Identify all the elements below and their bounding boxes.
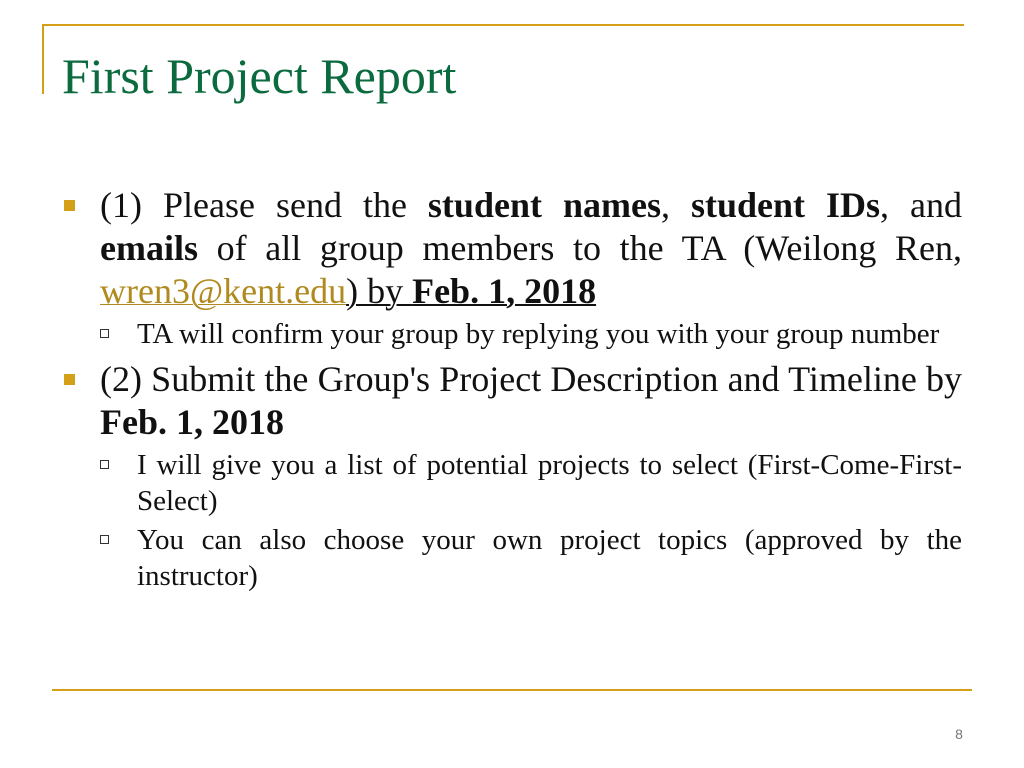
page-number: 8 <box>955 726 963 742</box>
student-ids-text: student IDs <box>690 185 881 225</box>
bullet-item-2: (2) Submit the Group's Project Description and Timeline by Feb. 1, 2018 <box>62 358 962 444</box>
hollow-square-bullet-icon <box>100 535 109 544</box>
student-names-text: student names <box>427 185 661 225</box>
emails-text: emails <box>100 228 198 268</box>
slide-content <box>62 184 962 594</box>
hollow-square-bullet-icon <box>100 329 109 338</box>
ta-email-link[interactable]: wren3@kent.edu <box>100 271 347 311</box>
bullet-item-1: (1) Please send the student names, student IDs, and emails of all group members to the TA (Weilong Ren, wren3@kent.edu) by Feb. 1, 2018 <box>62 184 962 313</box>
square-bullet-icon <box>64 374 75 385</box>
slide-title: First Project Report <box>62 48 457 104</box>
sub-bullet-item: TA will confirm your group by replying you with your group number <box>62 316 962 352</box>
sub-bullet-item: You can also choose your own project topics (approved by the instructor) <box>62 522 962 594</box>
sub-bullet-item: I will give you a list of potential projects to select (First-Come-First-Select) <box>62 447 962 519</box>
hollow-square-bullet-icon <box>100 460 109 469</box>
deadline-date: Feb. 1, 2018 <box>412 271 597 311</box>
deadline-date: Feb. 1, 2018 <box>100 402 284 442</box>
bottom-horizontal-rule <box>52 689 972 691</box>
top-horizontal-rule <box>42 24 964 26</box>
top-vertical-rule <box>42 24 44 94</box>
square-bullet-icon <box>64 200 75 211</box>
